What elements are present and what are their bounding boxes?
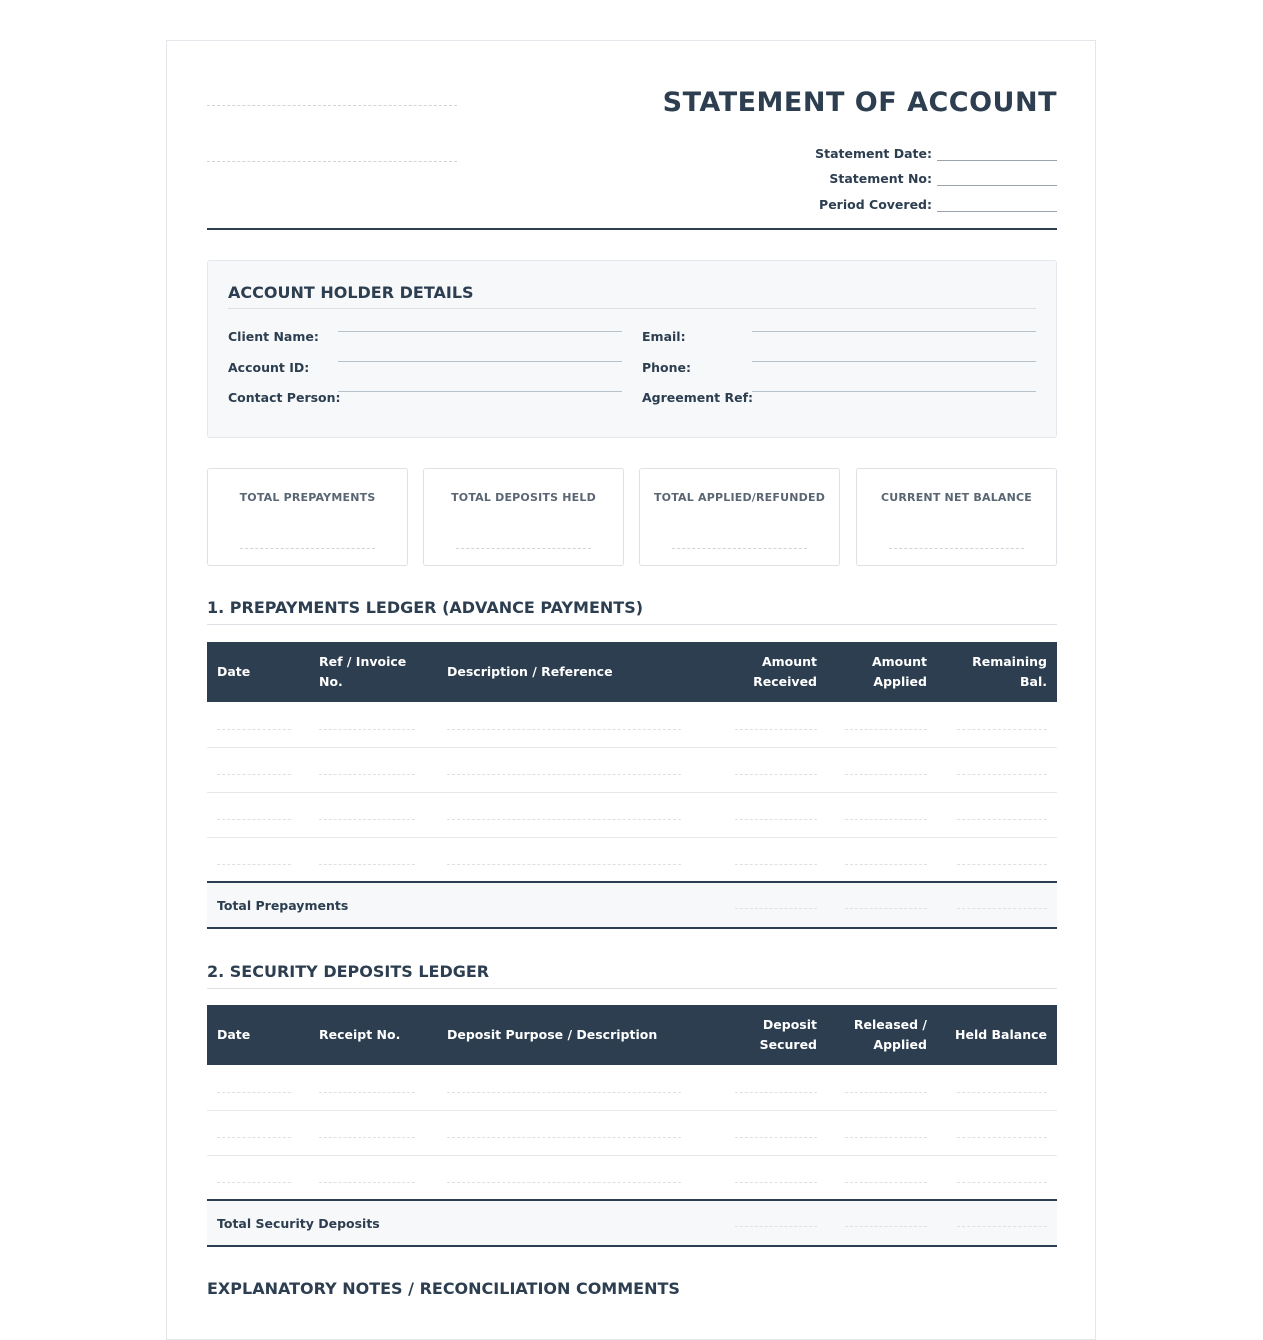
- table-row: [207, 837, 1057, 882]
- column-header-deposit-purpose: Deposit Purpose / Description: [437, 1005, 717, 1065]
- contact-person-label: Contact Person:: [228, 390, 341, 405]
- column-header-description: Description / Reference: [437, 642, 717, 702]
- purpose-cell[interactable]: [437, 1155, 717, 1200]
- receipt-cell[interactable]: [309, 1155, 437, 1200]
- statement-date-field[interactable]: [937, 144, 1057, 161]
- account-holder-title: ACCOUNT HOLDER DETAILS: [228, 283, 1036, 309]
- amount-received-cell[interactable]: [717, 747, 827, 792]
- date-cell[interactable]: [207, 702, 309, 747]
- company-address-line[interactable]: [207, 161, 457, 162]
- held-balance-cell[interactable]: [937, 1065, 1057, 1110]
- deposits-ledger-table: [207, 1005, 1057, 1247]
- summary-card-value[interactable]: [240, 548, 375, 549]
- summary-card-total-prepayments: [207, 468, 408, 566]
- released-applied-cell[interactable]: [827, 1155, 937, 1200]
- total-remaining-balance-cell[interactable]: [937, 882, 1057, 928]
- notes-section-title: EXPLANATORY NOTES / RECONCILIATION COMMENTS: [207, 1279, 680, 1298]
- deposit-secured-cell[interactable]: [717, 1110, 827, 1155]
- date-cell[interactable]: [207, 837, 309, 882]
- statement-no-label: Statement No:: [829, 171, 932, 186]
- column-header-receipt-no: Receipt No.: [309, 1005, 437, 1065]
- agreement-ref-field[interactable]: [752, 391, 1036, 392]
- table-header-row: [207, 642, 1057, 702]
- total-row: [207, 1200, 1057, 1246]
- held-balance-cell[interactable]: [937, 1110, 1057, 1155]
- phone-field[interactable]: [752, 361, 1036, 362]
- account-id-field[interactable]: [338, 361, 622, 362]
- ref-cell[interactable]: [309, 837, 437, 882]
- date-cell[interactable]: [207, 792, 309, 837]
- released-applied-cell[interactable]: [827, 1110, 937, 1155]
- total-prepayments-label: Total Prepayments: [207, 882, 717, 928]
- amount-received-cell[interactable]: [717, 837, 827, 882]
- purpose-cell[interactable]: [437, 1110, 717, 1155]
- ref-cell[interactable]: [309, 702, 437, 747]
- column-header-date: Date: [207, 1005, 309, 1065]
- contact-person-field[interactable]: [338, 391, 622, 392]
- summary-card-value[interactable]: [672, 548, 807, 549]
- remaining-balance-cell[interactable]: [937, 747, 1057, 792]
- statement-page: [166, 40, 1096, 1340]
- statement-date-label: Statement Date:: [815, 145, 932, 161]
- summary-card-total-applied-refunded: [639, 468, 840, 566]
- table-row: [207, 702, 1057, 747]
- prepayments-ledger-table: [207, 642, 1057, 929]
- held-balance-cell[interactable]: [937, 1155, 1057, 1200]
- column-header-held-balance: Held Balance: [937, 1005, 1057, 1065]
- date-cell[interactable]: [207, 1110, 309, 1155]
- summary-card-current-net-balance: [856, 468, 1057, 566]
- account-id-label: Account ID:: [228, 360, 310, 375]
- period-covered-label: Period Covered:: [819, 196, 932, 212]
- date-cell[interactable]: [207, 1065, 309, 1110]
- amount-received-cell[interactable]: [717, 702, 827, 747]
- date-cell[interactable]: [207, 747, 309, 792]
- summary-card-value[interactable]: [456, 548, 591, 549]
- amount-applied-cell[interactable]: [827, 792, 937, 837]
- table-row: [207, 1110, 1057, 1155]
- column-header-date: Date: [207, 642, 309, 702]
- agreement-ref-label: Agreement Ref:: [642, 390, 754, 405]
- period-covered-field[interactable]: [937, 195, 1057, 212]
- released-applied-cell[interactable]: [827, 1065, 937, 1110]
- total-amount-applied-cell[interactable]: [827, 882, 937, 928]
- total-released-applied-cell[interactable]: [827, 1200, 937, 1246]
- email-label: Email:: [642, 329, 686, 344]
- period-covered-row: [815, 186, 1057, 212]
- table-row: [207, 747, 1057, 792]
- account-holder-panel: [207, 260, 1057, 438]
- deposit-secured-cell[interactable]: [717, 1065, 827, 1110]
- deposit-secured-cell[interactable]: [717, 1155, 827, 1200]
- total-deposit-secured-cell[interactable]: [717, 1200, 827, 1246]
- summary-card-label: CURRENT NET BALANCE: [880, 491, 1033, 504]
- table-row: [207, 792, 1057, 837]
- description-cell[interactable]: [437, 837, 717, 882]
- remaining-balance-cell[interactable]: [937, 792, 1057, 837]
- column-header-ref-invoice: Ref / Invoice No.: [309, 642, 437, 702]
- description-cell[interactable]: [437, 702, 717, 747]
- summary-card-value[interactable]: [889, 548, 1024, 549]
- receipt-cell[interactable]: [309, 1065, 437, 1110]
- email-field[interactable]: [752, 331, 1036, 332]
- header-divider: [207, 228, 1057, 230]
- phone-label: Phone:: [642, 360, 692, 375]
- description-cell[interactable]: [437, 792, 717, 837]
- client-name-field[interactable]: [338, 331, 622, 332]
- prepayments-section-title: 1. PREPAYMENTS LEDGER (ADVANCE PAYMENTS): [207, 598, 1057, 625]
- summary-card-label: TOTAL APPLIED/REFUNDED: [653, 491, 826, 504]
- client-name-label: Client Name:: [228, 329, 319, 344]
- column-header-amount-received: Amount Received: [717, 642, 827, 702]
- receipt-cell[interactable]: [309, 1110, 437, 1155]
- table-header-row: [207, 1005, 1057, 1065]
- statement-date-row: [815, 135, 1057, 161]
- column-header-amount-applied: Amount Applied: [827, 642, 937, 702]
- summary-card-total-deposits-held: [423, 468, 624, 566]
- statement-no-field[interactable]: [937, 169, 1057, 186]
- purpose-cell[interactable]: [437, 1065, 717, 1110]
- statement-no-row: [815, 161, 1057, 187]
- amount-applied-cell[interactable]: [827, 702, 937, 747]
- table-row: [207, 1065, 1057, 1110]
- amount-received-cell[interactable]: [717, 792, 827, 837]
- ref-cell[interactable]: [309, 747, 437, 792]
- statement-meta: [815, 135, 1057, 212]
- total-amount-received-cell[interactable]: [717, 882, 827, 928]
- page-title: STATEMENT OF ACCOUNT: [662, 87, 1057, 118]
- total-held-balance-cell[interactable]: [937, 1200, 1057, 1246]
- date-cell[interactable]: [207, 1155, 309, 1200]
- remaining-balance-cell[interactable]: [937, 702, 1057, 747]
- remaining-balance-cell[interactable]: [937, 837, 1057, 882]
- column-header-deposit-secured: Deposit Secured: [717, 1005, 827, 1065]
- total-security-deposits-label: Total Security Deposits: [207, 1200, 717, 1246]
- column-header-released-applied: Released / Applied: [827, 1005, 937, 1065]
- total-row: [207, 882, 1057, 928]
- ref-cell[interactable]: [309, 792, 437, 837]
- deposits-section-title: 2. SECURITY DEPOSITS LEDGER: [207, 962, 1057, 989]
- summary-card-label: TOTAL DEPOSITS HELD: [451, 491, 596, 504]
- description-cell[interactable]: [437, 747, 717, 792]
- company-name-line[interactable]: [207, 105, 457, 106]
- table-row: [207, 1155, 1057, 1200]
- summary-card-label: TOTAL PREPAYMENTS: [239, 491, 376, 504]
- amount-applied-cell[interactable]: [827, 837, 937, 882]
- column-header-remaining-balance: Remaining Bal.: [937, 642, 1057, 702]
- amount-applied-cell[interactable]: [827, 747, 937, 792]
